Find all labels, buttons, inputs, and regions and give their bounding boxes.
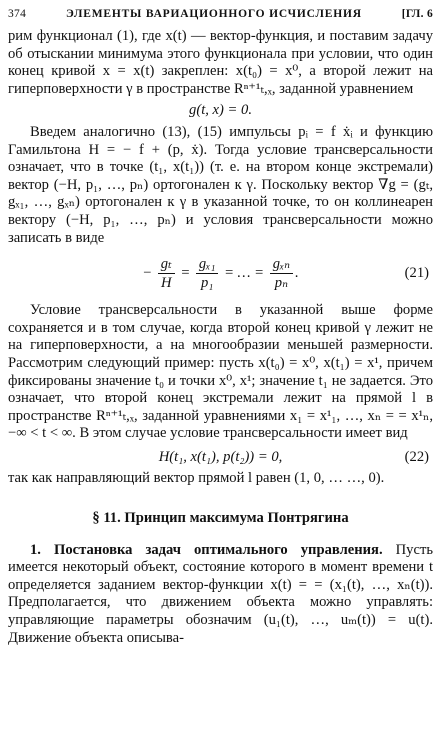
paragraph-5-text: Пусть имеется некоторый объект, состояние которого в момент времени t определяется заданием вектор-функции x(t) = = (x₁(t), …, xₙ(t)). Предполагается, что движением объекта можно управлять: управляющие параметры обозначим (u₁(t), …, uₘ(t)) = u(t). Движение объекта описыва- xyxy=(8,541,433,646)
eq21-f1-num: gₜ xyxy=(158,255,175,274)
eq21-f2-den: p₁ xyxy=(200,275,214,292)
eq22-number: (22) xyxy=(404,448,429,465)
paragraph-3: Условие трансверсальности в указанной выше форме сохраняется и в том случае, когда второй конец кривой γ лежит не на гиперповерхности, а на многообразии меньшей размерности. Рассмотрим следующий пример: пусть x(t₀) = x⁰, x(t₁) = x¹, причем фиксированы значение t₀ и точки x⁰, x¹; значение t₁ не задается. Это означает, что второй конец экстремали лежит на прямой l в пространстве Rⁿ⁺¹ₜ,ₓ, заданной уравнениями x₁ = x¹₁, …, xₙ = = x¹ₙ, −∞ < t < ∞. В этом случае условие трансверсальности имеет вид xyxy=(8,302,433,442)
eq21-number: (21) xyxy=(404,264,429,281)
subsection-heading: 1. Постановка задач оптимального управления. xyxy=(30,541,383,558)
paragraph-5 xyxy=(8,542,433,648)
equation-21 xyxy=(8,255,433,292)
eq21-fraction-1 xyxy=(158,255,175,292)
page-number: 374 xyxy=(8,8,27,20)
eq21-eq1: = xyxy=(180,264,191,281)
equation-22 xyxy=(8,449,433,467)
eq21-lead: − xyxy=(142,264,153,281)
eq21-f2-num: gₓ₁ xyxy=(196,255,219,274)
running-header xyxy=(8,6,433,28)
paragraph-4: так как направляющий вектор прямой l равен (1, 0, … …, 0). xyxy=(8,470,385,487)
eq21-f3-den: pₙ xyxy=(274,275,288,292)
eq21-f3-num: gₓₙ xyxy=(270,255,293,274)
section-title: § 11. Принцип максимума Понтрягина xyxy=(92,510,349,527)
running-title: ЭЛЕМЕНТЫ ВАРИАЦИОННОГО ИСЧИСЛЕНИЯ xyxy=(66,8,362,20)
paragraph-2: Введем аналогично (13), (15) импульсы pᵢ = f ẋᵢ и функцию Гамильтона H = − f + (p, ẋ). Тогда условие трансверсальности означает, что в точке (t₁, x(t₁)) (т. е. на втором конце экстремали) вектор (−H, p₁, …, pₙ) ортогонален к γ. Поскольку вектор ∇g = (gₜ, gₓ₁, …, gₓₙ) ортогонален к γ в указанной точке, то он коллинеарен вектору (−H, p₁, …, pₙ) и условия трансверсальности можно записать в виде xyxy=(8,123,433,246)
eq21-fraction-2 xyxy=(196,255,219,292)
eq21-fraction-3 xyxy=(270,255,293,292)
equation-surface: g(t, x) = 0. xyxy=(189,102,252,119)
eq21-f1-den: H xyxy=(160,275,172,292)
paragraph-1: рим функционал (1), где x(t) — вектор-функция, и поставим задачу об отыскании минимума этого функционала при условии, что один конец кривой x = x(t) закреплен: x(t₀) = x⁰, а второй лежит на гиперповерхности γ в пространстве Rⁿ⁺¹ₜ,ₓ, заданной уравнением xyxy=(8,28,433,97)
eq21-tail: . xyxy=(295,264,299,281)
eq21-dots: = … = xyxy=(224,264,265,281)
chapter-marker: [ГЛ. 6 xyxy=(401,8,433,20)
eq22-text: H(t₁, x(t₁), p(t₂)) = 0, xyxy=(158,448,283,465)
